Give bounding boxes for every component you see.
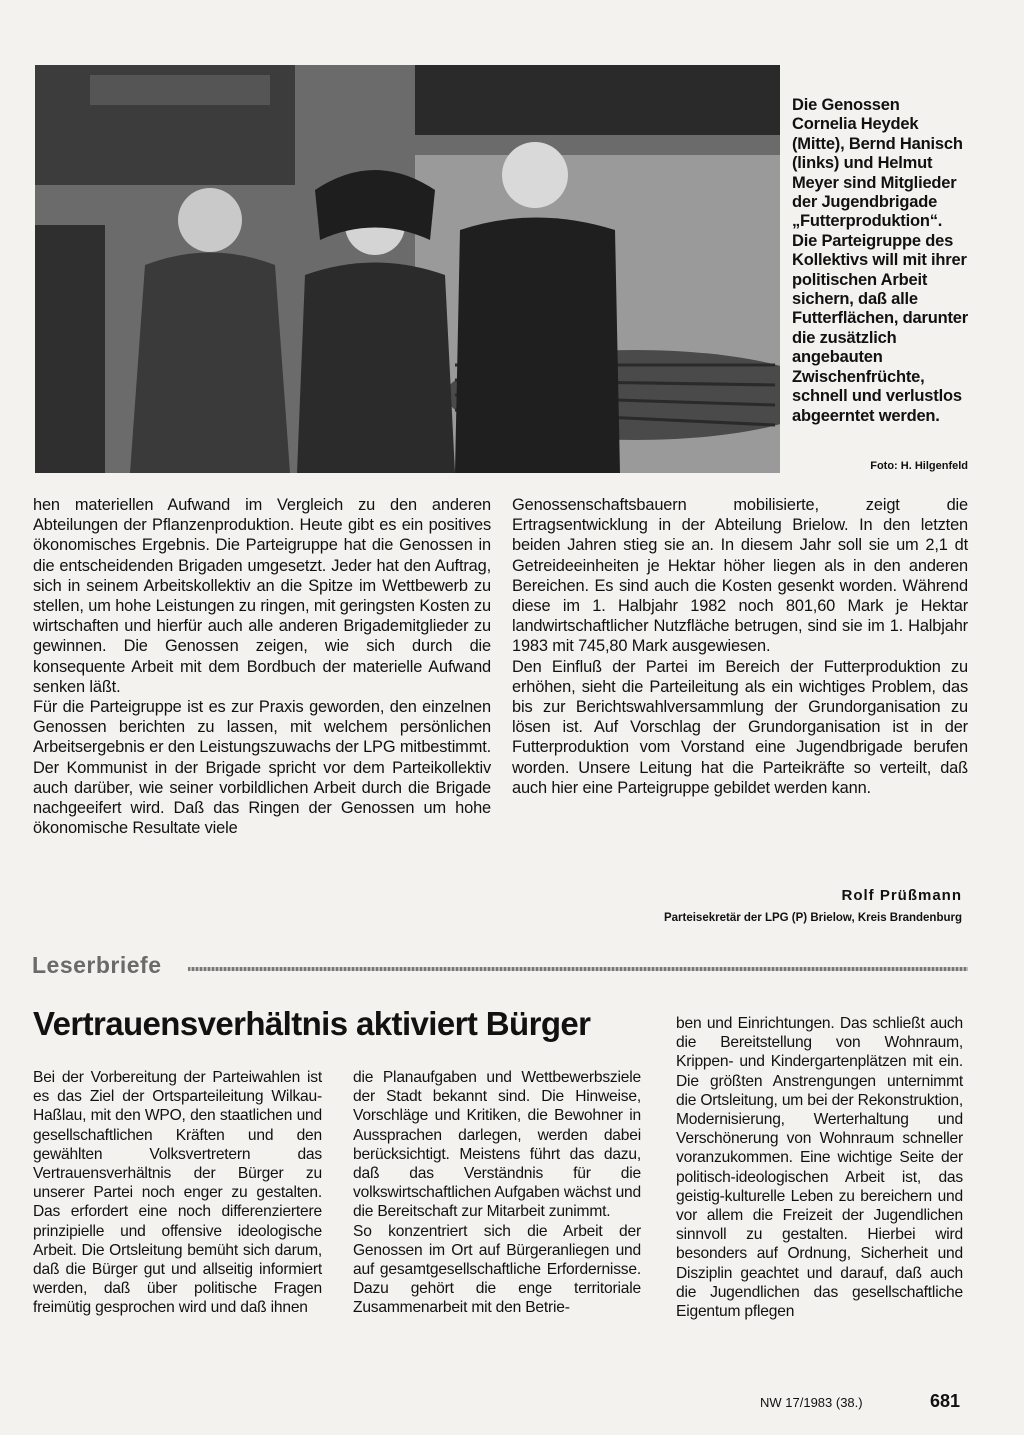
photo-caption: Die Genossen Cornelia Heydek (Mitte), Bernd Hanisch (links) und Helmut Meyer sind Mitglieder der Jugendbrigade „Futterproduktion“. Die Parteigruppe des Kollektivs will mit ihrer politischen Arbeit sichern, daß alle Futterflächen, darunter die zusätzlich angebauten Zwischenfrüchte, schnell und verlustlos abgeerntet werden.: [792, 96, 969, 425]
page-number: 681: [930, 1391, 961, 1411]
section-label: Leserbriefe: [32, 952, 162, 978]
letter-column-2: [353, 1068, 641, 1318]
photo-illustration: [35, 65, 780, 473]
article-column-left: [33, 495, 491, 838]
article-column-right: [512, 495, 968, 798]
paragraph: Bei der Vorbereitung der Parteiwahlen ist es das Ziel der Ortsparteileitung Wilkau-Haßlau, mit den WPO, den staatlichen und gesellschaftlichen Kräften und den gewählten Volksvertretern das Vertrauensverhältnis der Bürger zu unserer Partei noch enger zu gestalten. Das erfordert eine noch differenziertere prinzipielle und offensive ideologische Arbeit. Die Ortsleitung bemüht sich darum, daß die Bürger gut und allseitig informiert werden, daß über politische Fragen freimütig gesprochen wird und daß ihnen: [33, 1069, 322, 1317]
author-name: Rolf Prüßmann: [841, 887, 962, 904]
paragraph: Genossenschaftsbauern mobilisierte, zeigt die Ertragsentwicklung in der Abteilung Brielow. In den letzten beiden Jahren stieg sie an. In diesem Jahr soll sie um 2,1 dt Getreideeinheiten je Hektar höher liegen als in den anderen Bereichen. Es sind auch die Kosten gesenkt worden. Während diese im 1. Halbjahr 1982 noch 801,60 Mark je Hektar landwirtschaftlicher Nutzfläche betrugen, sind sie im 1. Halbjahr 1983 mit 745,80 Mark ausgewiesen.: [512, 496, 968, 656]
photo-credit: Foto: H. Hilgenfeld: [870, 460, 968, 472]
section-divider: [188, 967, 968, 971]
paragraph: die Planaufgaben und Wettbewerbsziele der Stadt bekannt sind. Die Hinweise, Vorschläge und Kritiken, die Bewohner in Aussprachen darlegen, werden dabei berücksichtigt. Meistens führt das dazu, daß das Verständnis für die volkswirtschaftlichen Aufgaben wächst und die Bereitschaft zur Mitarbeit zunimmt.: [353, 1069, 641, 1221]
paragraph: Für die Parteigruppe ist es zur Praxis geworden, den einzelnen Genossen berichten zu lassen, mit welchem persönlichen Arbeitsergebnis er den Leistungszuwachs der LPG mitbestimmt. Der Kommunist in der Brigade spricht vor dem Parteikollektiv auch darüber, wie seiner vorbildlichen Arbeit durch die Brigade nachgeeifert wird. Daß das Ringen der Genossen um hohe ökonomische Resultate viele: [33, 698, 491, 838]
letter-column-3: [676, 1014, 963, 1321]
issue-label: NW 17/1983 (38.): [760, 1395, 863, 1410]
headline: Vertrauensverhältnis aktiviert Bürger: [33, 1005, 591, 1042]
paragraph: hen materiellen Aufwand im Vergleich zu den anderen Abteilungen der Pflanzenproduktion. Heute gibt es ein positives ökonomisches Ergebnis. Die Parteigruppe hat die Genossen in die entscheidenden Brigaden umgesetzt. Jeder hat den Auftrag, sich in seinem Arbeitskollektiv an die Spitze im Wettbewerb zu stellen, um hohe Leistungen zu ringen, mit geringsten Kosten zu wirtschaften und hierfür auch alle anderen Brigademitglieder zu gewinnen. Die Genossen zeigen, wie sich durch die konsequente Arbeit mit dem Bordbuch der materielle Aufwand senken läßt.: [33, 496, 491, 696]
paragraph: So konzentriert sich die Arbeit der Genossen im Ort auf Bürgeranliegen und auf gesamtgesellschaftliche Erfordernisse. Dazu gehört die enge territoriale Zusammenarbeit mit den Betrie-: [353, 1222, 641, 1317]
letter-column-1: [33, 1068, 322, 1318]
paragraph: ben und Einrichtungen. Das schließt auch die Bereitstellung von Wohnraum, Krippen- und Kindergartenplätzen mit ein. Die größten Anstrengungen unternimmt die Ortsleitung, um bei der Rekonstruktion, Modernisierung, Werterhaltung und Verschönerung von Wohnraum schneller voranzukommen. Eine wichtige Seite der politisch-ideologischen Arbeit ist, das geistig-kulturelle Leben zu bereichern und vor allem die Freizeit der Jugendlichen sinnvoll zu gestalten. Hierbei wird besonders auf Ordnung, Sicherheit und Disziplin geachtet und darauf, daß auch die Jugendlichen das gesellschaftliche Eigentum pflegen: [676, 1015, 963, 1321]
photo: [35, 65, 780, 473]
paragraph: Den Einfluß der Partei im Bereich der Futterproduktion zu erhöhen, sieht die Parteileitung als ein wichtiges Problem, das bis zur Berichtswahlversammlung der Grundorganisation zu lösen ist. Auf Vorschlag der Grundorganisation ist in der Futterproduktion vom Vorstand eine Jugendbrigade berufen worden. Unsere Leitung hat die Parteikräfte so verteilt, daß auch hier eine Parteigruppe gebildet werden kann.: [512, 657, 968, 797]
author-role: Parteisekretär der LPG (P) Brielow, Kreis Brandenburg: [663, 912, 962, 924]
